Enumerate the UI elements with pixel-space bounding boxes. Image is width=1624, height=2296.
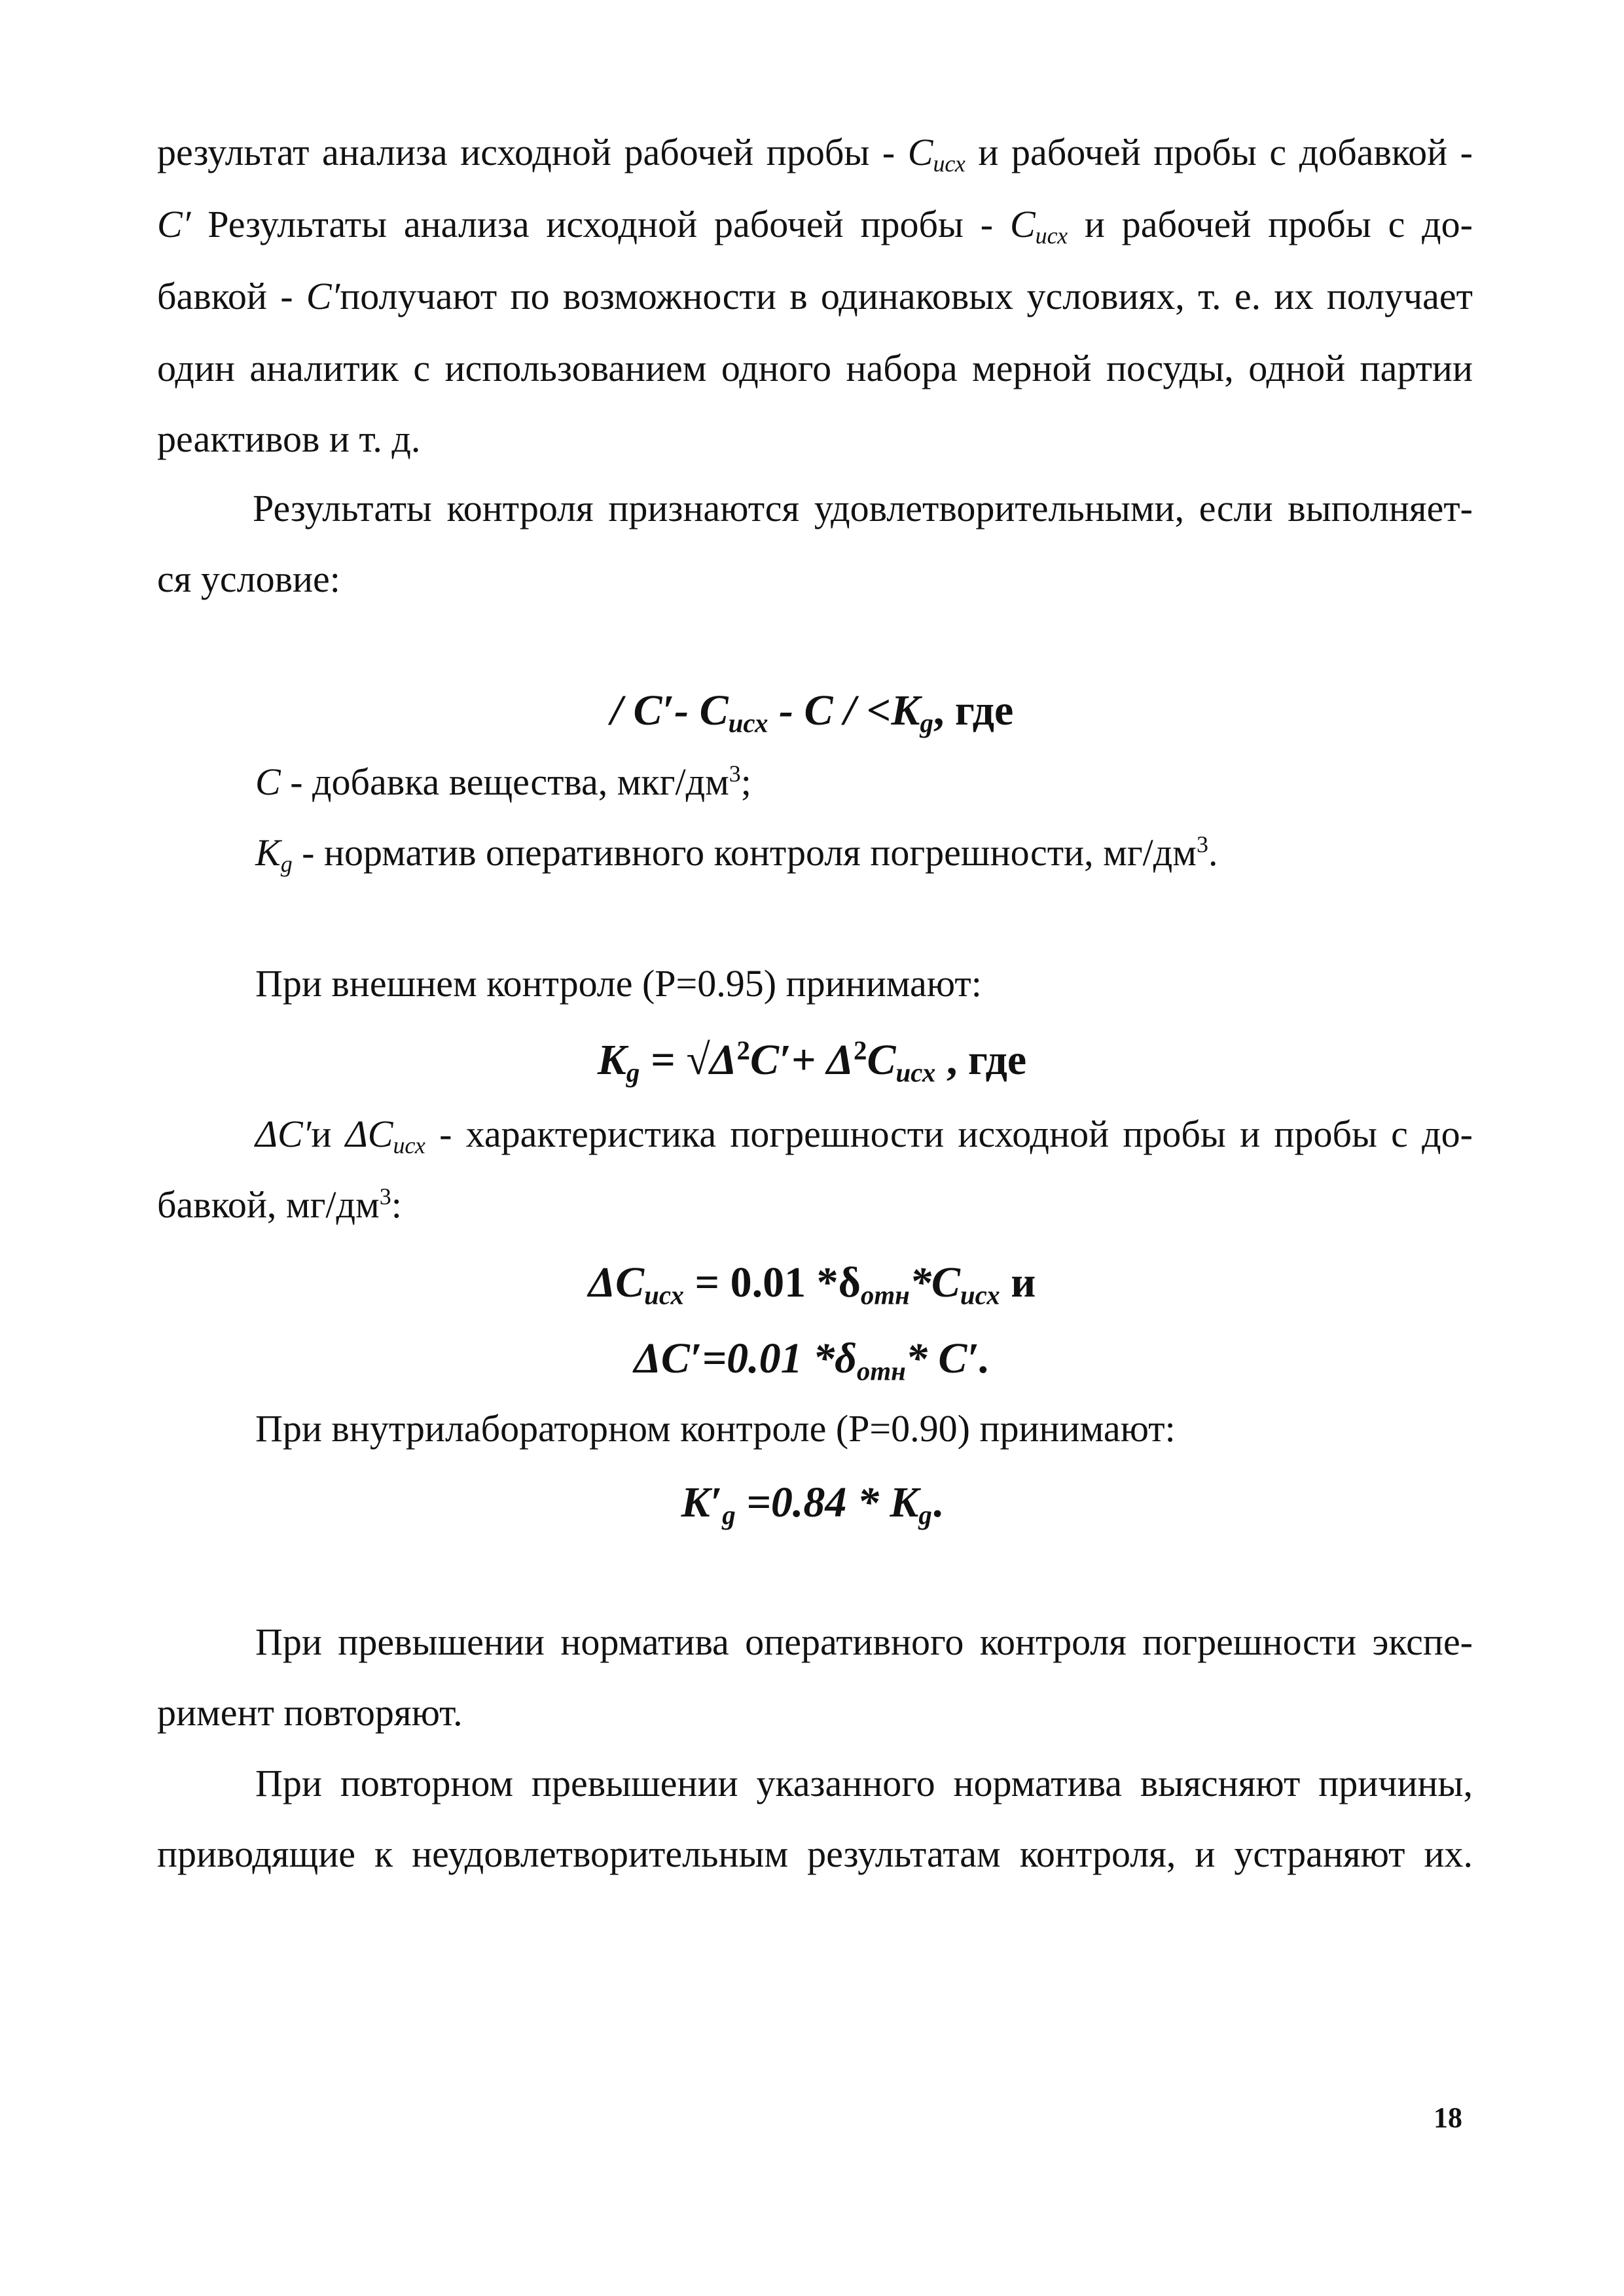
formula-kg-prime: $K'_g =0.84 * K_g$. — [681, 1479, 943, 1530]
paragraph-2-line-2: ся условие: — [157, 558, 340, 600]
paragraph-4-line-2: приводящие к неудовлетворительным результатам контроля, и устраняют их. — [157, 1833, 1473, 1875]
formula-delta-c-prime: ΔC′=0.01 $*\delta_{отн}*$ C′. — [634, 1335, 990, 1386]
formula-condition: / C′- $C_{исх} - C / <K_g$, где — [610, 687, 1014, 738]
delta-definition-line-1: ΔC′и $\Delta C_{исх}$ - характеристика погрешности исходной пробы и пробы с до- — [255, 1113, 1473, 1159]
internal-control-text: При внутрилабораторном контроле (Р=0.90) принимают: — [255, 1407, 1176, 1450]
definition-kg: $K_g$ - норматив оперативного контроля погрешности, $мг/дм^3$. — [255, 831, 1218, 878]
paragraph-2-line-1: Результаты контроля признаются удовлетворительными, если выполняет- — [253, 487, 1473, 529]
paragraph-3-line-1: При превышении норматива оперативного контроля погрешности экспе- — [255, 1621, 1473, 1663]
paragraph-4-line-1: При повторном превышении указанного норматива выясняют причины, — [255, 1762, 1473, 1804]
formula-kg: $K_g = √\Delta^2C'+ \Delta^2C_{исх}$ , где — [597, 1035, 1027, 1088]
paragraph-3-line-2: римент повторяют. — [157, 1691, 463, 1734]
paragraph-1-line-2: C′ Результаты анализа исходной рабочей пробы - $C_{исх}$ и рабочей пробы с до- — [157, 203, 1473, 249]
formula-delta-c-isx: $\Delta C_{исх} = 0.01$ $*\delta_{отн}*C_{исх}$ и — [588, 1259, 1036, 1310]
paragraph-1-line-5: реактивов и т. д. — [157, 418, 421, 460]
delta-definition-line-2: бавкой, $мг/дм^3$: — [157, 1183, 402, 1226]
page-number: 18 — [1434, 2102, 1462, 2134]
paragraph-1-line-3: бавкой - C′получают по возможности в одинаковых условиях, т. е. их получает — [157, 275, 1473, 317]
external-control-text: При внешнем контроле (Р=0.95) принимают: — [255, 962, 982, 1005]
paragraph-1-line-1: результат анализа исходной рабочей пробы - $C_{исх}$ и рабочей пробы с добавкой - — [157, 131, 1473, 177]
definition-c: C - добавка вещества, мкг/$дм^3$; — [255, 761, 751, 803]
paragraph-1-line-4: один аналитик с использованием одного набора мерной посуды, одной партии — [157, 347, 1473, 389]
